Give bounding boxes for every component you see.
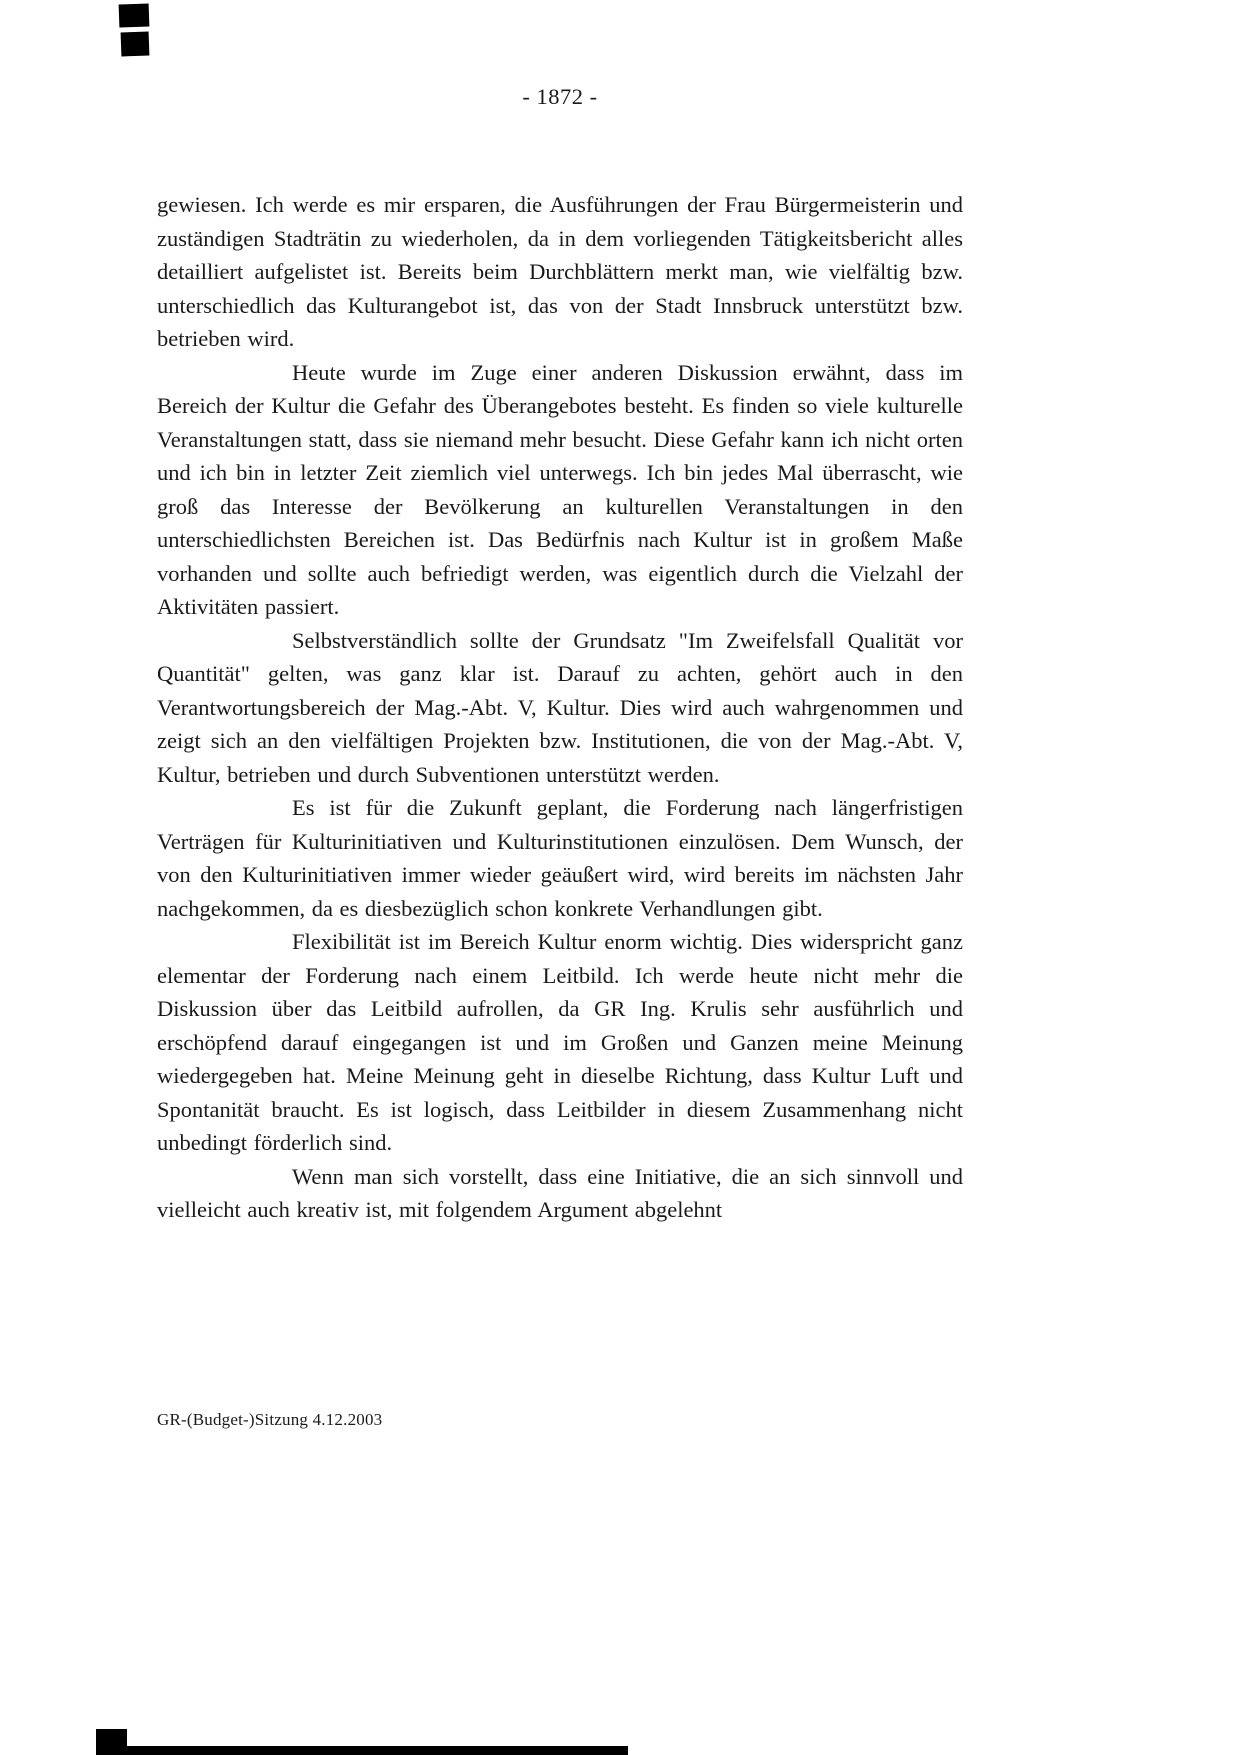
footer-session-label: GR-(Budget-)Sitzung 4.12.2003 — [157, 1410, 383, 1429]
body-paragraph: gewiesen. Ich werde es mir ersparen, die Ausführungen der Frau Bürgermeisterin und zuständigen Stadträtin zu wiederholen, da in dem vorliegenden Tätigkeitsbericht alles detailliert aufgelistet ist. Bereits beim Durchblättern merkt man, wie vielfältig bzw. unterschiedlich das Kulturangebot ist, das von der Stadt Innsbruck unterstützt bzw. betrieben wird. — [157, 192, 963, 351]
scan-artifact-bottom-bar — [96, 1746, 628, 1755]
scan-artifact-top-2 — [121, 32, 150, 57]
body-paragraph: Wenn man sich vorstellt, dass eine Initiative, die an sich sinnvoll und vielleicht auch kreativ ist, mit folgendem Argument abgelehnt — [157, 1163, 963, 1222]
document-body — [157, 188, 963, 1227]
body-paragraph: Heute wurde im Zuge einer anderen Diskussion erwähnt, dass im Bereich der Kultur die Gefahr des Überangebotes besteht. Es finden so viele kulturelle Veranstaltungen statt, dass sie niemand mehr besucht. Diese Gefahr kann ich nicht orten und ich bin in letzter Zeit ziemlich viel unterwegs. Ich bin jedes Mal überrascht, wie groß das Interesse der Bevölkerung an kulturellen Veranstaltungen in den unterschiedlichsten Bereichen ist. Das Bedürfnis nach Kultur ist in großem Maße vorhanden und sollte auch befriedigt werden, was eigentlich durch die Vielzahl der Aktivitäten passiert. — [157, 359, 963, 619]
page-number: - 1872 - — [522, 84, 598, 109]
scan-artifact-top-1 — [119, 3, 150, 27]
body-paragraph: Es ist für die Zukunft geplant, die Forderung nach längerfristigen Verträgen für Kulturinitiativen und Kulturinstitutionen einzulösen. Dem Wunsch, der von den Kulturinitiativen immer wieder geäußert wird, wird bereits im nächsten Jahr nachgekommen, da es diesbezüglich schon konkrete Verhandlungen gibt. — [157, 795, 963, 921]
body-paragraph: Selbstverständlich sollte der Grundsatz "Im Zweifelsfall Qualität vor Quantität" gelten, was ganz klar ist. Darauf zu achten, gehört auch in den Verantwortungsbereich der Mag.-Abt. V, Kultur. Dies wird auch wahrgenommen und zeigt sich an den vielfältigen Projekten bzw. Institutionen, die von der Mag.-Abt. V, Kultur, betrieben und durch Subventionen unterstützt werden. — [157, 627, 963, 787]
body-paragraph: Flexibilität ist im Bereich Kultur enorm wichtig. Dies widerspricht ganz elementar der Forderung nach einem Leitbild. Ich werde heute nicht mehr die Diskussion über das Leitbild aufrollen, da GR Ing. Krulis sehr ausführlich und erschöpfend darauf eingegangen ist und im Großen und Ganzen meine Meinung wiedergegeben hat. Meine Meinung geht in dieselbe Richtung, dass Kultur Luft und Spontanität braucht. Es ist logisch, dass Leitbilder in diesem Zusammenhang nicht unbedingt förderlich sind. — [157, 929, 963, 1155]
